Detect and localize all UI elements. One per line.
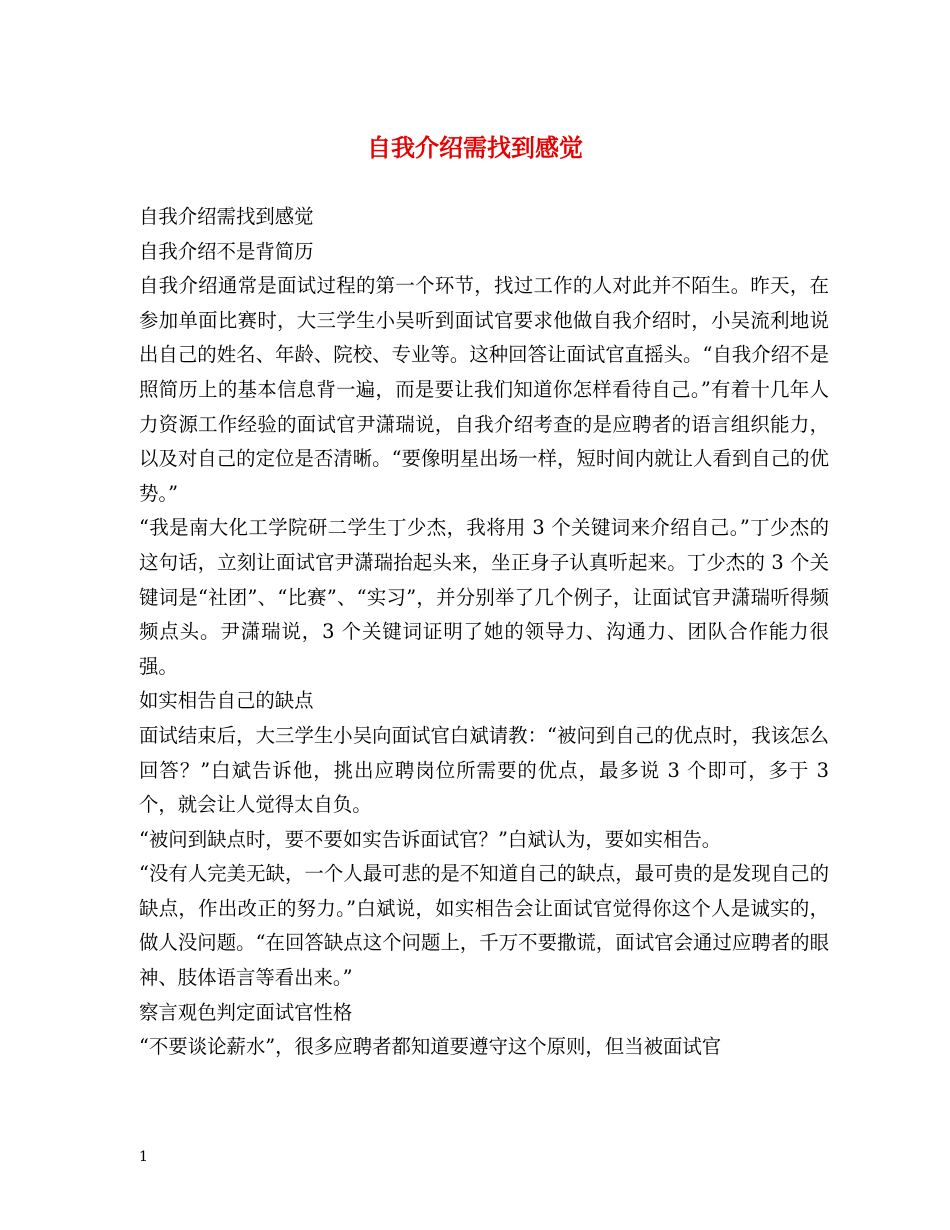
body-paragraph: 面试结束后，大三学生小吴向面试官白斌请教：“被问到自己的优点时，我该怎么回答？”白斌告诉他，挑出应聘岗位所需要的优点，最多说 3 个即可，多于 3 个，就会让人觉得太自负。 — [139, 723, 829, 817]
page-title: 自我介绍需找到感觉 — [367, 133, 583, 162]
body-paragraph: “不要谈论薪水”，很多应聘者都知道要遵守这个原则，但当被面试官 — [139, 1035, 722, 1059]
subtitle-line: 自我介绍需找到感觉 — [139, 205, 314, 228]
section-heading: 自我介绍不是背简历 — [139, 239, 314, 263]
body-paragraph: 自我介绍通常是面试过程的第一个环节，找过工作的人对此并不陌生。昨天，在参加单面比赛时，大三学生小吴听到面试官要求他做自我介绍时，小吴流利地说出自己的姓名、年龄、院校、专业等。这种回答让面试官直摇头。“自我介绍不是照简历上的基本信息背一遍，而是要让我们知道你怎样看待自己。”有着十几年人力资源工作经验的面试官尹潇瑞说，自我介绍考查的是应聘者的语言组织能力，以及对自己的定位是否清晰。“要像明星出场一样，短时间内就让人看到自己的优势。” — [139, 274, 829, 505]
body-paragraph: “没有人完美无缺，一个人最可悲的是不知道自己的缺点，最可贵的是发现自己的缺点，作出改正的努力。”白斌说，如实相告会让面试官觉得你这个人是诚实的，做人没问题。“在回答缺点这个问题上，千万不要撒谎，面试官会通过应聘者的眼神、肢体语言等看出来。” — [139, 862, 829, 990]
body-paragraph: “我是南大化工学院研二学生丁少杰，我将用 3 个关键词来介绍自己。”丁少杰的这句话，立刻让面试官尹潇瑞抬起头来，坐正身子认真听起来。丁少杰的 3 个关键词是“社团”、“比赛”、“实习”，并分别举了几个例子，让面试官尹潇瑞听得频频点头。尹潇瑞说，3 个关键词证明了她的领导力、沟通力、团队合作能力很强。 — [139, 516, 829, 678]
section-heading: 察言观色判定面试官性格 — [139, 1000, 353, 1024]
page-number: 1 — [139, 1149, 148, 1165]
section-heading: 如实相告自己的缺点 — [139, 689, 314, 713]
document-body — [139, 200, 829, 1065]
body-paragraph: “被问到缺点时，要不要如实告诉面试官？”白斌认为，要如实相告。 — [139, 827, 722, 851]
